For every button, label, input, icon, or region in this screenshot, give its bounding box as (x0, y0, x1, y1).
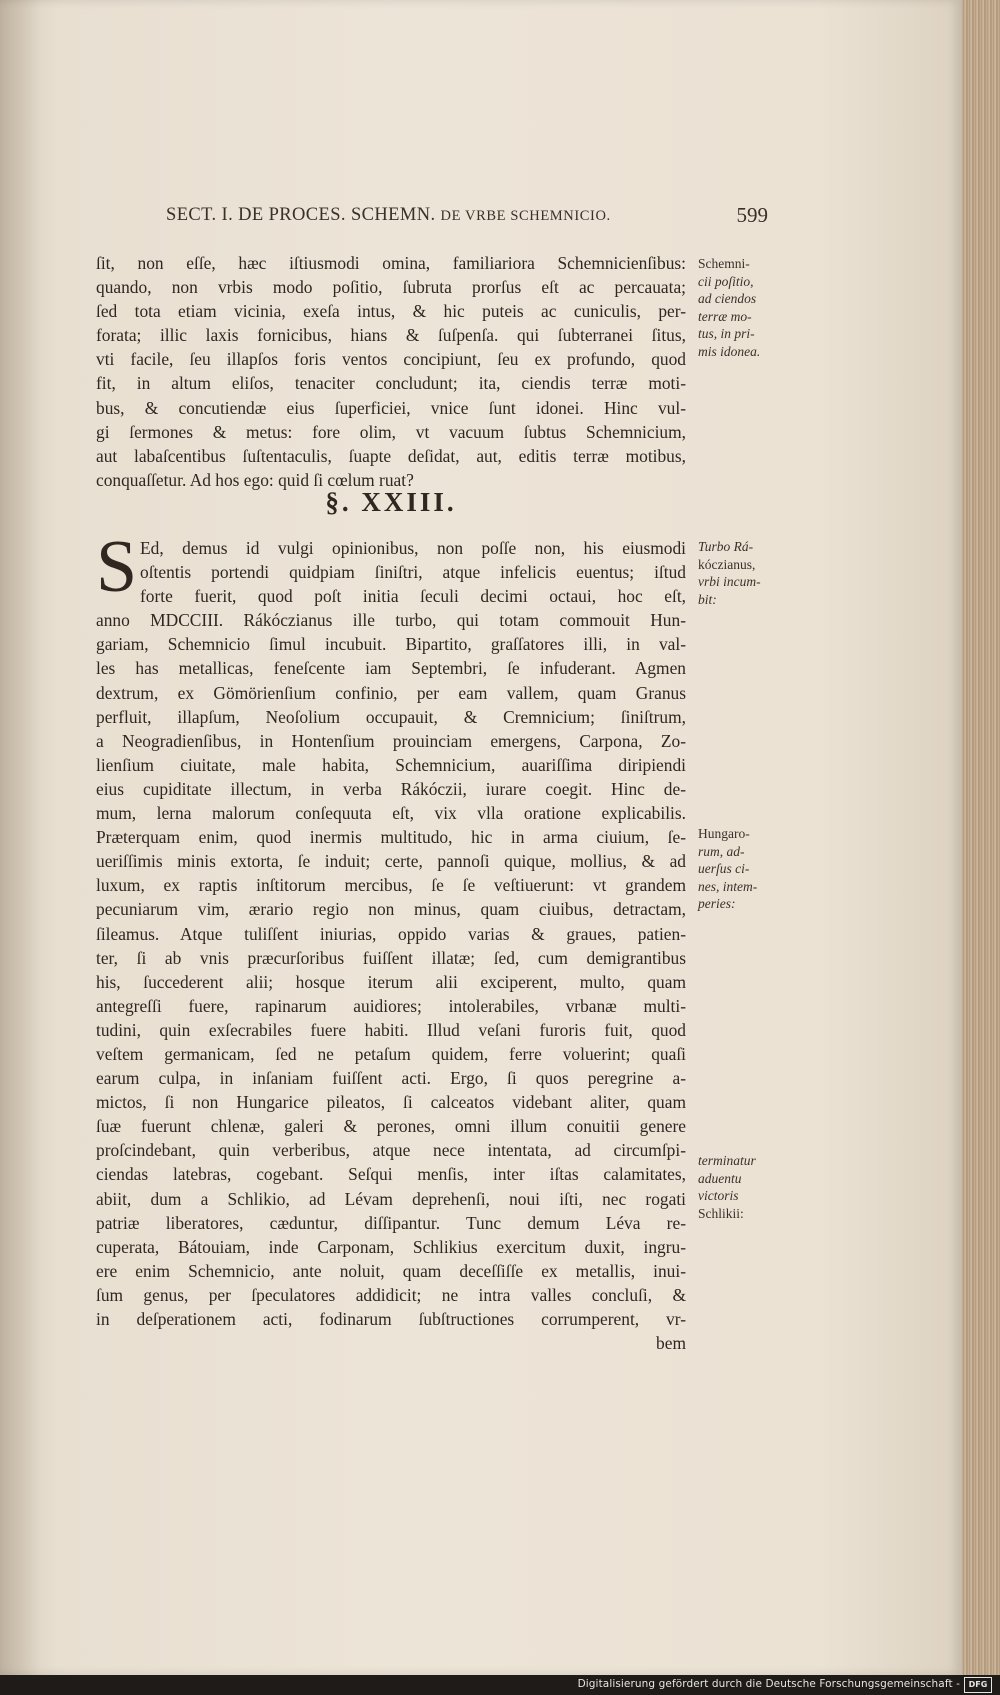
running-title-sub: DE VRBE SCHEMNICIO. (440, 208, 611, 224)
text-line: forata; illic laxis fornicibus, hians & ſuſpenſa. qui ſubterranei ſitus, (96, 325, 686, 346)
margin-note-2 (698, 538, 776, 608)
text-line: mictos, ſi non Hungarice pileatos, ſi calceatos videbant aliter, quam (96, 1092, 686, 1113)
margin-note-line: rum, ad- (698, 843, 745, 859)
margin-note-4 (698, 1152, 776, 1222)
text-line: luxum, ex raptis inſtitorum mercibus, ſe ſe veſtiuerunt: vt grandem (96, 875, 686, 896)
margin-note-line: nes, intem- (698, 878, 758, 894)
text-line: veſtem germanicam, ſed ne petaſum quidem, ferre voluerint; quaſi (96, 1043, 686, 1064)
margin-note-line: Schlikii: (698, 1205, 744, 1221)
text-line: oſtentis portendi quidpiam ſiniſtri, atque infelicis euentus; iſtud (140, 562, 686, 583)
text-line: perfluit, illapſum, Neoſolium occupauit, & Cremnicium; ſiniſtrum, (96, 706, 686, 727)
margin-note-line: terræ mo- (698, 308, 752, 324)
dfg-logo: DFG (964, 1677, 992, 1693)
text-line: bus, & concutiendæ eius ſuperficiei, vnice ſunt idonei. Hinc vul- (96, 397, 686, 418)
text-line: gi ſermones & metus: fore olim, vt vacuum ſubtus Schemnicium, (96, 421, 686, 442)
running-title-main: SECT. I. DE PROCES. SCHEMN. (166, 205, 436, 225)
section-heading: §. XXIII. (325, 487, 457, 517)
text-line: conquaſſetur. Ad hos ego: quid ſi cœlum ruat? (96, 469, 414, 490)
margin-note-line: ad ciendos (698, 291, 757, 306)
margin-note-3 (698, 825, 776, 913)
text-line: ere enim Schemnicio, ante noluit, quam deceſſiſſe ex metallis, inui- (96, 1260, 686, 1281)
text-line: les has metallicas, feneſcente iam Septembri, ſe infuderant. Agmen (96, 658, 686, 679)
text-line: in deſperationem acti, fodinarum ſubſtructiones corrumperent, vr- (96, 1309, 686, 1329)
margin-note-line: tus, in pri- (698, 326, 755, 341)
text-line: eius cupiditate illectum, in verba Rákóczii, iurare coegit. Hinc de- (96, 778, 686, 799)
text-line: Præterquam enim, quod inermis multitudo, hic in arma ciuium, ſe- (96, 827, 686, 848)
margin-note-line: peries: (698, 896, 736, 911)
text-line: lienſium ciuitate, male habita, Schemnicium, auariſſima diripiendi (96, 754, 686, 775)
text-line: earum culpa, in inſaniam fuiſſent acti. Ergo, ſi quos peregrine a- (96, 1068, 686, 1089)
text-line: fit, in altum eliſos, tenaciter concludunt; ita, ciendis terræ moti- (96, 373, 686, 394)
text-line: tudini, quin exſecrabiles fuere habiti. Illud veſani furoris fuit, quod (96, 1019, 686, 1040)
margin-note-line: Schemni- (698, 256, 750, 271)
text-line: patriæ liberatores, cæduntur, diſſipantur. Tunc demum Léva re- (96, 1212, 686, 1233)
text-line: aut labaſcentibus ſuſtentaculis, ſuapte deſidat, aut, editis terræ motibus, (96, 445, 686, 466)
margin-note-line: victoris (698, 1188, 739, 1203)
text-line: cuperata, Bátouiam, inde Carponam, Schlikius exercitum duxit, ingru- (96, 1236, 686, 1257)
drop-cap: S (96, 526, 138, 608)
text-line: a Neogradienſibus, in Hontenſium prouinciam emergens, Carpona, Zo- (96, 730, 686, 751)
text-line: Ed, demus id vulgi opinionibus, non poſſe non, his eiusmodi (140, 538, 686, 558)
text-line: anno MDCCIII. Rákóczianus ille turbo, qui totam commouit Hun- (96, 610, 686, 631)
page-number: 599 (736, 203, 768, 227)
margin-note-line: kóczianus, (698, 556, 756, 572)
text-line: dextrum, ex Gömörienſium confinio, per eam vallem, quam Granus (96, 682, 686, 703)
paragraph-2 (96, 536, 686, 1355)
text-line: quando, non vrbis modo poſitio, ſubruta prorſus eſt ac percauata; (96, 277, 686, 298)
text-line: his, ſuccederent alii; hosque iterum alii exciperent, multo, quam (96, 971, 686, 992)
text-line: gariam, Schemnicio ſimul incubuit. Bipartito, graſſatores illi, in val- (96, 634, 686, 655)
paragraph-1 (96, 251, 686, 492)
page-edge (962, 0, 1000, 1675)
text-line: ſileamus. Atque tuliſſent iniurias, oppido varias & graues, patien- (96, 923, 686, 944)
margin-note-1 (698, 255, 776, 360)
text-line: ſed tota etiam vicinia, exeſa intus, & hic puteis ac cuniculis, per- (96, 301, 686, 322)
text-line: ter, ſi ab vnis præcurſoribus fuiſſent illatæ; ſed, cum demigrantibus (96, 947, 686, 968)
text-line: vti facile, ſeu illapſos foris ventos concipiunt, ſeu ex profundo, quod (96, 349, 686, 370)
margin-note-line: Turbo Rá- (698, 539, 754, 554)
text-line: pecuniarum vim, ærario regio non minus, quam ciuibus, detractam, (96, 899, 686, 920)
margin-note-line: Hungaro- (698, 826, 750, 841)
digitization-credit: Digitalisierung gefördert durch die Deutsche Forschungsgemeinschaft - (577, 1678, 960, 1690)
text-line: proſcindebant, quin verberibus, atque nece intentata, ad circumſpi- (96, 1140, 686, 1161)
text-line: ſuæ fuerunt chlenæ, galeri & perones, omni illum conuitii genere (96, 1116, 686, 1137)
text-line: ueriſſimis minis extorta, ſe induit; certe, pannoſi quique, mollius, & ad (96, 851, 686, 872)
margin-note-line: vrbi incum- (698, 574, 761, 589)
spine-shadow (0, 0, 40, 1675)
running-header (166, 205, 768, 235)
catchword: bem (656, 1333, 686, 1354)
text-line: ſum genus, per ſpeculatores addidicit; ne intra valles concluſi, & (96, 1284, 686, 1305)
text-line: ciendas latebras, cogebant. Seſqui menſis, inter iſtas calamitates, (96, 1164, 686, 1185)
margin-note-line: terminatur (698, 1153, 756, 1168)
text-line: ſit, non eſſe, hæc iſtiusmodi omina, familiariora Schemnicienſibus: (96, 253, 686, 273)
text-line: antegreſſi fuere, rapinarum auidiores; intolerabiles, vrbanæ multi- (96, 995, 686, 1016)
text-line: mum, lerna malorum conſequuta eſt, vix vlla oratione explicabilis. (96, 803, 686, 824)
text-line: forte fuerit, quod poſt initia ſeculi decimi octaui, hoc eſt, (140, 586, 686, 607)
running-title (166, 205, 611, 226)
margin-note-line: bit: (698, 591, 717, 607)
margin-note-line: cii poſitio, (698, 273, 754, 289)
text-line: abiit, dum a Schlikio, ad Lévam deprehenſi, noui iſti, nec rogati (96, 1188, 686, 1209)
margin-note-line: mis idonea. (698, 343, 761, 359)
margin-note-line: uerſus ci- (698, 861, 750, 876)
margin-note-line: aduentu (698, 1170, 742, 1186)
